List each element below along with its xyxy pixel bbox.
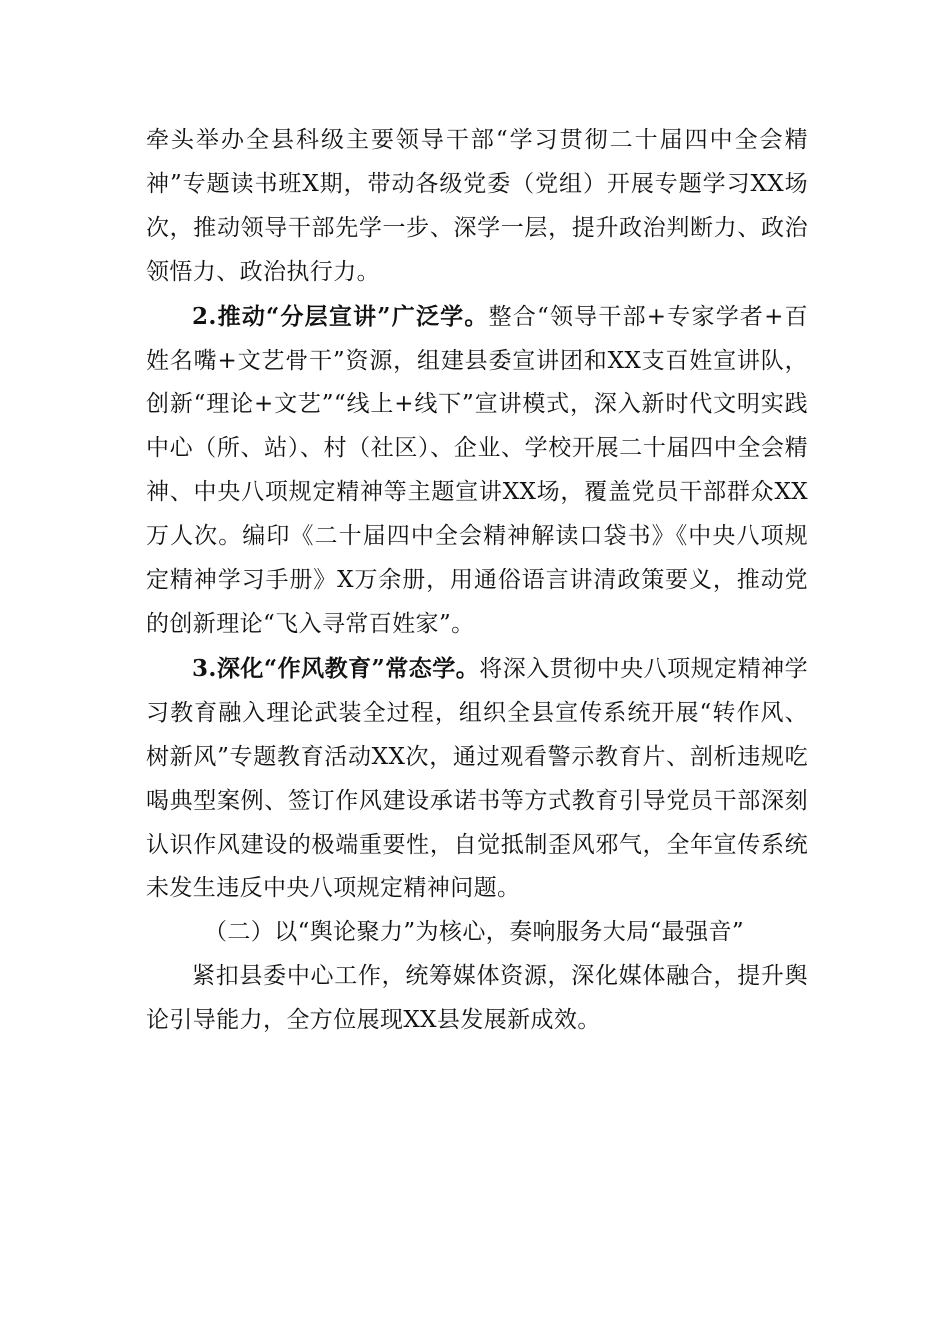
- paragraph-media-intro: [146, 955, 808, 1043]
- paragraph-text: 整合“领导干部+专家学者+百姓名嘴+文艺骨干”资源，组建县委宣讲团和XX支百姓宣讲队，创新“理论+文艺”“线上+线下”宣讲模式，深入新时代文明实践中心（所、站）、村（社区）、企业、学校开展二十届四中全会精神、中央八项规定精神等主题宣讲XX场，覆盖党员干部群众XX万人次。编印《二十届四中全会精神解读口袋书》《中央八项规定精神学习手册》X万余册，用通俗语言讲清政策要义，推动党的创新理论“飞入寻常百姓家”。: [146, 303, 808, 637]
- section-heading: [146, 911, 808, 955]
- document-page: [146, 119, 808, 1043]
- paragraph-lead: 3.深化“作风教育”常态学。: [192, 654, 480, 682]
- paragraph-style-education: [146, 647, 808, 911]
- paragraph-continuation: [146, 119, 808, 295]
- paragraph-text: 紧扣县委中心工作，统筹媒体资源，深化媒体融合，提升舆论引导能力，全方位展现XX县发展新成效。: [146, 963, 808, 1034]
- paragraph-text: 牵头举办全县科级主要领导干部“学习贯彻二十届四中全会精神”专题读书班X期，带动各级党委（党组）开展专题学习XX场次，推动领导干部先学一步、深学一层，提升政治判断力、政治领悟力、政治执行力。: [146, 127, 808, 285]
- paragraph-layered-lectures: [146, 295, 808, 647]
- paragraph-lead: 2.推动“分层宣讲”广泛学。: [192, 302, 489, 330]
- paragraph-text: 将深入贯彻中央八项规定精神学习教育融入理论武装全过程，组织全县宣传系统开展“转作风、树新风”专题教育活动XX次，通过观看警示教育片、剖析违规吃喝典型案例、签订作风建设承诺书等方式教育引导党员干部深刻认识作风建设的极端重要性，自觉抵制歪风邪气，全年宣传系统未发生违反中央八项规定精神问题。: [146, 655, 808, 902]
- section-heading-text: （二）以“舆论聚力”为核心，奏响服务大局“最强音”: [204, 919, 745, 946]
